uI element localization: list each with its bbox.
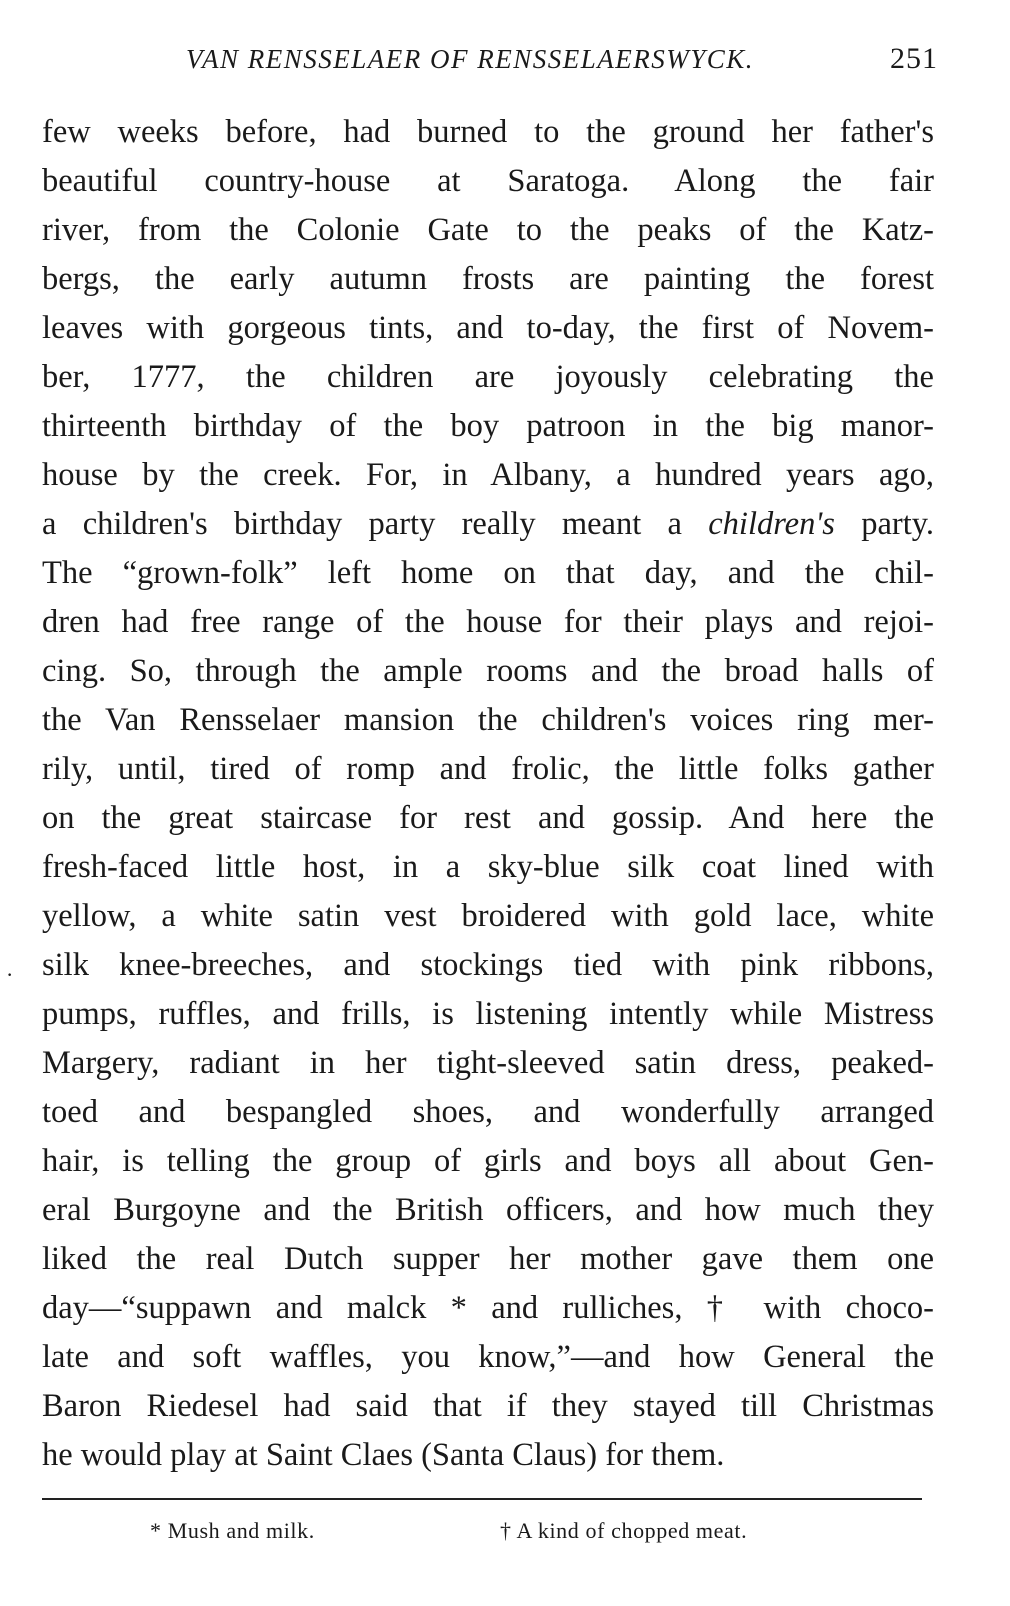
text-line-16: fresh-faced little host, in a sky-blue silk coat lined with xyxy=(42,849,934,885)
text-line-2: beautiful country-house at Saratoga. Along the fair xyxy=(42,163,934,199)
text-line-9-end: party. xyxy=(861,506,935,542)
text-line-12: cing. So, through the ample rooms and the broad halls of xyxy=(42,653,934,689)
footnote-rule xyxy=(42,1498,922,1500)
text-line-14: rily, until, tired of romp and frolic, the little folks gather xyxy=(42,751,934,787)
text-line-21: toed and bespangled shoes, and wonderfully arranged xyxy=(42,1094,934,1130)
text-line-5: leaves with gorgeous tints, and to-day, the first of Novem- xyxy=(42,310,934,346)
margin-mark: · xyxy=(6,962,14,987)
text-line-11: dren had free range of the house for their plays and rejoi- xyxy=(42,604,934,640)
text-line-7: thirteenth birthday of the boy patroon in the big manor- xyxy=(42,408,934,444)
text-line-17: yellow, a white satin vest broidered with gold lace, white xyxy=(42,898,934,934)
text-line-27: Baron Riedesel had said that if they stayed till Christmas xyxy=(42,1388,934,1424)
text-line-8: house by the creek. For, in Albany, a hundred years ago, xyxy=(42,457,934,493)
text-line-15: on the great staircase for rest and gossip. And here the xyxy=(42,800,934,836)
text-line-23: eral Burgoyne and the British officers, and how much they xyxy=(42,1192,934,1228)
italic-word: children's xyxy=(708,506,835,542)
text-line-9-start: a children's birthday party really meant a xyxy=(42,506,682,542)
text-line-9 xyxy=(42,500,934,549)
text-line-26: late and soft waffles, you know,”—and how General the xyxy=(42,1339,934,1375)
footnote-mush: * Mush and milk. xyxy=(150,1518,315,1543)
body-text xyxy=(42,108,934,1480)
footnote-chopped-meat: † A kind of chopped meat. xyxy=(500,1518,748,1543)
text-line-20: Margery, radiant in her tight-sleeved satin dress, peaked- xyxy=(42,1045,934,1081)
text-line-28: he would play at Saint Claes (Santa Claus) for them. xyxy=(42,1437,725,1473)
text-line-1: few weeks before, had burned to the ground her father's xyxy=(42,114,934,150)
text-line-18: silk knee-breeches, and stockings tied with pink ribbons, xyxy=(42,947,934,983)
text-line-6: ber, 1777, the children are joyously celebrating the xyxy=(42,359,934,395)
text-line-25: day—“suppawn and malck * and rulliches, † with choco- xyxy=(42,1290,934,1326)
page-number: 251 xyxy=(890,42,938,75)
running-title: VAN RENSSELAER OF RENSSELAERSWYCK. xyxy=(186,44,754,74)
text-line-22: hair, is telling the group of girls and boys all about Gen- xyxy=(42,1143,934,1179)
text-line-10: The “grown-folk” left home on that day, and the chil- xyxy=(42,555,934,591)
text-line-4: bergs, the early autumn frosts are painting the forest xyxy=(42,261,934,297)
text-line-24: liked the real Dutch supper her mother gave them one xyxy=(42,1241,934,1277)
text-line-3: river, from the Colonie Gate to the peaks of the Katz- xyxy=(42,212,934,248)
text-line-13: the Van Rensselaer mansion the children's voices ring mer- xyxy=(42,702,934,738)
text-line-19: pumps, ruffles, and frills, is listening intently while Mistress xyxy=(42,996,934,1032)
